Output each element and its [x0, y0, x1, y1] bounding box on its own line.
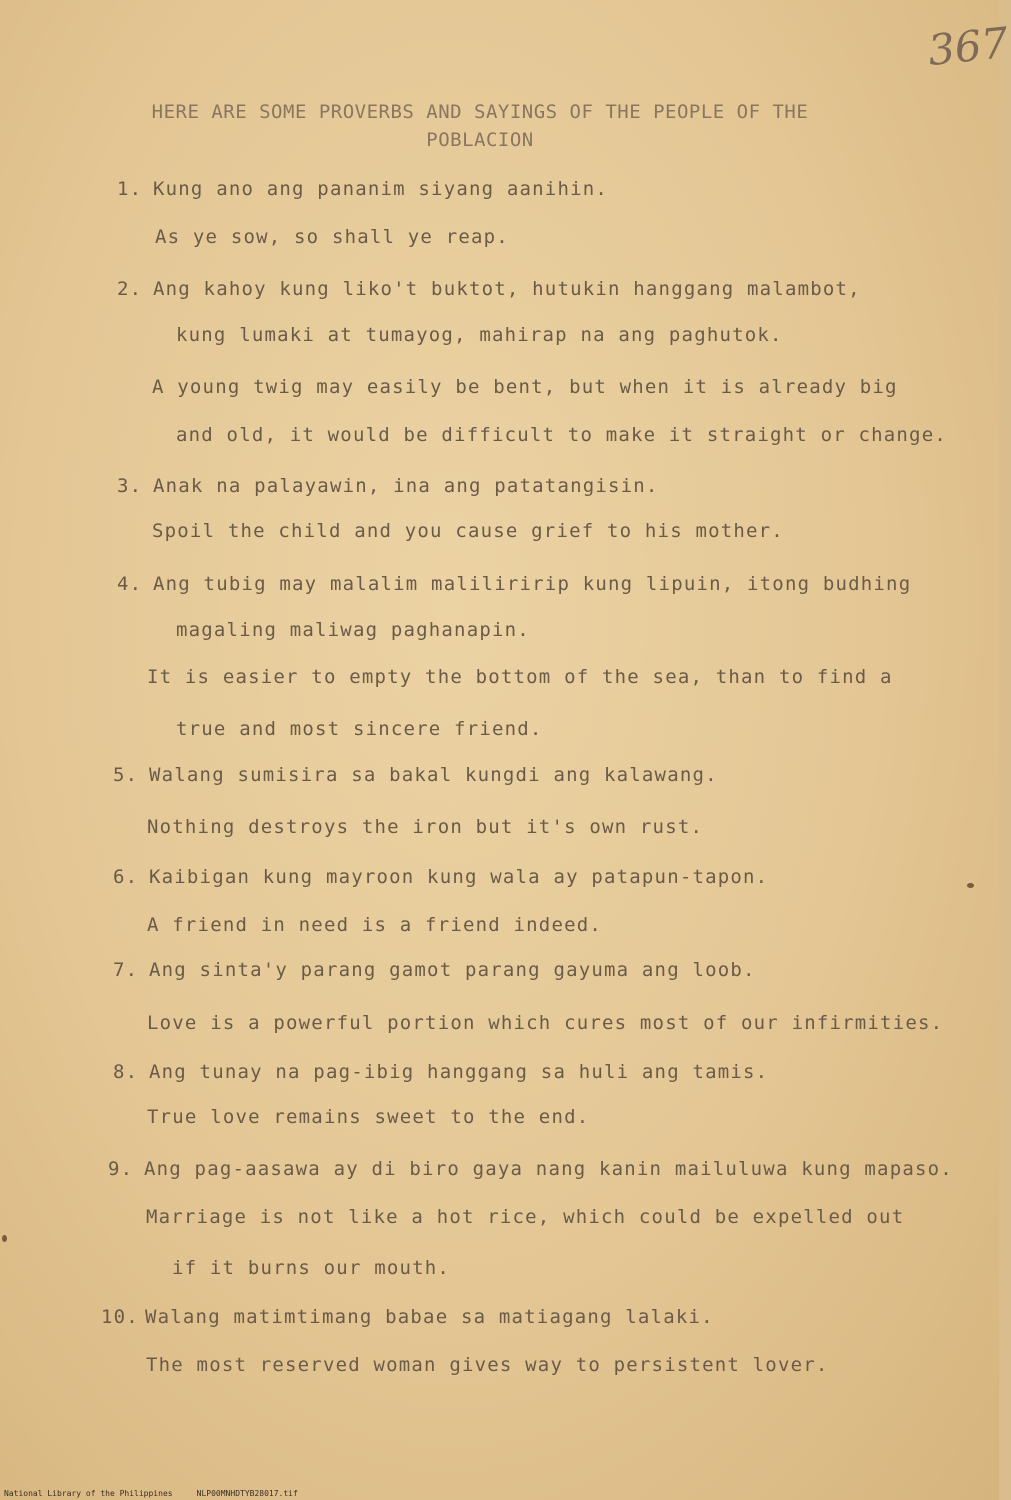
proverb-9-tagalog: 9. Ang pag-aasawa ay di biro gaya nang kanin mailuluwa kung mapaso.	[108, 1158, 953, 1180]
page-title-line-1: HERE ARE SOME PROVERBS AND SAYINGS OF THE PEOPLE OF THE	[151, 101, 809, 123]
proverb-6-tagalog: 6. Kaibigan kung mayroon kung wala ay patapun-tapon.	[113, 866, 769, 888]
proverb-8-english: True love remains sweet to the end.	[147, 1106, 590, 1128]
proverb-number: 6.	[113, 866, 139, 888]
proverb-4-tagalog-cont: magaling maliwag paghanapin.	[176, 619, 530, 641]
proverb-1-tagalog: 1. Kung ano ang pananim siyang aanihin.	[117, 178, 609, 200]
proverb-2-english-cont: and old, it would be difficult to make it straight or change.	[176, 424, 947, 446]
scan-footer-caption: National Library of the Philippines NLP00MNHDTYB28017.tif	[4, 1489, 298, 1498]
proverb-5-english: Nothing destroys the iron but it's own rust.	[147, 816, 704, 838]
proverb-number: 9.	[108, 1158, 134, 1180]
proverb-10-english: The most reserved woman gives way to persistent lover.	[146, 1354, 829, 1376]
proverb-7-tagalog: 7. Ang sinta'y parang gamot parang gayuma ang loob.	[113, 959, 756, 981]
proverb-2-tagalog: 2. Ang kahoy kung liko't buktot, hutukin hanggang malambot,	[117, 278, 861, 300]
proverb-5-tagalog: 5. Walang sumisira sa bakal kungdi ang kalawang.	[113, 764, 718, 786]
paper-hole-mark	[967, 883, 974, 888]
proverb-2-tagalog-cont: kung lumaki at tumayog, mahirap na ang paghutok.	[176, 324, 783, 346]
proverb-number: 4.	[117, 573, 143, 595]
proverb-4-tagalog: 4. Ang tubig may malalim maliliririp kung lipuin, itong budhing	[117, 573, 912, 595]
proverb-9-english-cont: if it burns our mouth.	[172, 1257, 451, 1279]
page-title-line-2: POBLACION	[426, 129, 534, 151]
proverb-8-tagalog: 8. Ang tunay na pag-ibig hanggang sa huli ang tamis.	[113, 1061, 769, 1083]
proverb-number: 3.	[117, 475, 143, 497]
proverb-number: 2.	[117, 278, 143, 300]
page-number: 367	[925, 17, 1011, 76]
proverb-9-english: Marriage is not like a hot rice, which could be expelled out	[146, 1206, 905, 1228]
proverb-number: 7.	[113, 959, 139, 981]
proverb-number: 5.	[113, 764, 139, 786]
proverb-number: 1.	[117, 178, 143, 200]
proverb-4-english: It is easier to empty the bottom of the sea, than to find a	[147, 666, 893, 688]
proverb-3-english: Spoil the child and you cause grief to his mother.	[152, 520, 784, 542]
proverb-1-english: As ye sow, so shall ye reap.	[155, 226, 509, 248]
paper-hole-mark	[2, 1235, 7, 1242]
proverb-number: 10.	[101, 1306, 139, 1328]
proverb-4-english-cont: true and most sincere friend.	[176, 718, 543, 740]
proverb-2-english: A young twig may easily be bent, but when it is already big	[152, 376, 898, 398]
proverb-6-english: A friend in need is a friend indeed.	[147, 914, 603, 936]
proverb-number: 8.	[113, 1061, 139, 1083]
proverb-10-tagalog: 10. Walang matimtimang babae sa matiagang lalaki.	[101, 1306, 714, 1328]
proverb-7-english: Love is a powerful portion which cures most of our infirmities.	[147, 1012, 944, 1034]
proverb-3-tagalog: 3. Anak na palayawin, ina ang patatangisin.	[117, 475, 659, 497]
